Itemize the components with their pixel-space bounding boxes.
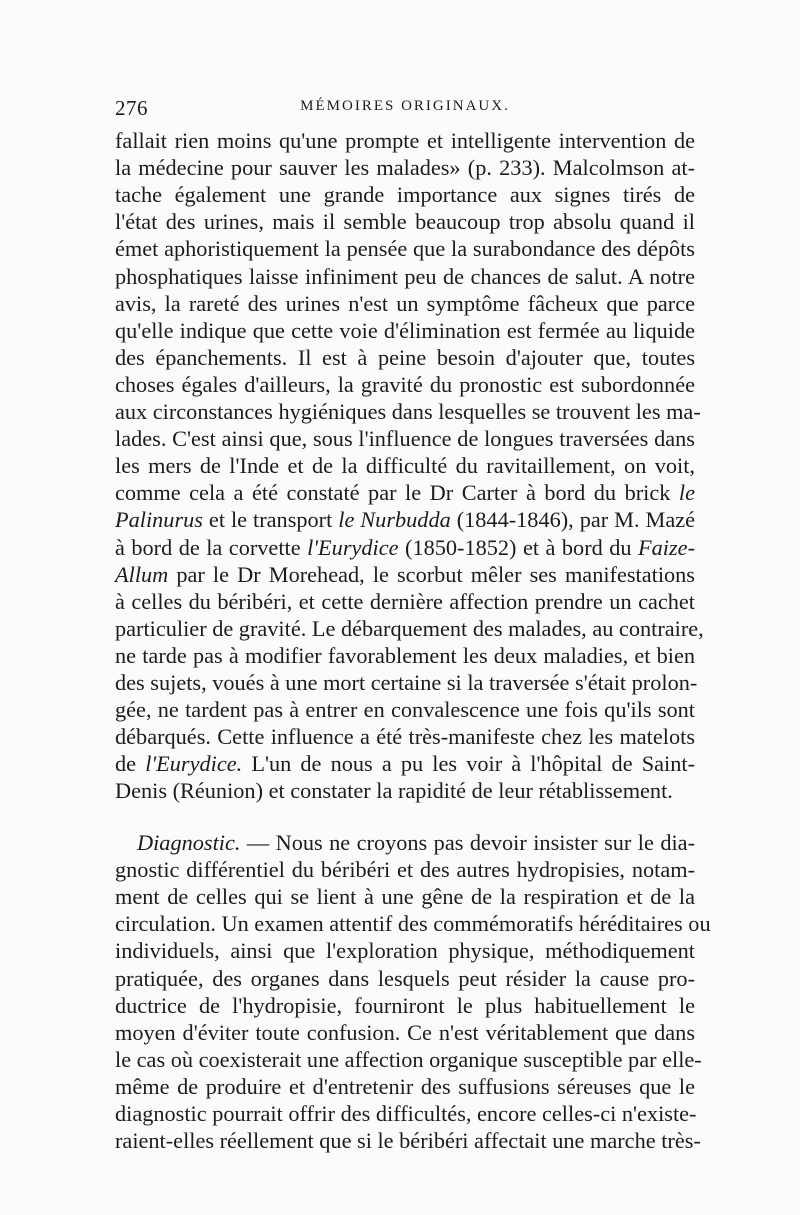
text-segment: particulier de gravité. Le débarquement des malades, au contraire,	[115, 615, 704, 641]
text-segment: débarqués. Cette influence a été très-manifeste chez les matelots	[115, 724, 695, 750]
text-line	[115, 856, 695, 883]
text-segment: de	[115, 751, 146, 777]
text-segment: circulation. Un examen attentif des commémoratifs héréditaires ou	[115, 911, 711, 937]
text-line	[115, 290, 695, 317]
text-segment: phosphatiques laisse infiniment peu de chances de salut. A notre	[115, 263, 695, 289]
text-segment: par le Dr Morehead, le scorbut mêler ses manifestations	[168, 561, 695, 587]
text-segment: choses égales d'ailleurs, la gravité du pronostic est subordonnée	[115, 371, 695, 397]
text-segment: (1850-1852) et à bord du	[398, 534, 639, 560]
text-line	[115, 883, 695, 910]
text-segment: émet aphoristiquement la pensée que la surabondance des dépôts	[115, 236, 695, 262]
text-segment: et le transport	[202, 507, 339, 533]
text-line	[115, 235, 695, 262]
text-line	[115, 181, 695, 208]
text-line	[115, 723, 695, 750]
text-line	[115, 344, 695, 371]
text-segment: la médecine pour sauver les malades» (p. 233). Malcolmson at-	[115, 155, 695, 181]
text-line	[115, 642, 695, 669]
text-segment: des sujets, voués à une mort certaine si la traversée s'était prolon-	[115, 670, 698, 695]
page-header	[115, 96, 695, 126]
text-line	[115, 1100, 695, 1127]
text-segment: diagnostic pourrait offrir des difficultés, encore celles-ci n'existe-	[115, 1101, 697, 1126]
text-segment: individuels, ainsi que l'exploration physique, méthodiquement	[115, 938, 695, 964]
italic-text: Faize-	[638, 534, 695, 560]
text-line	[115, 452, 695, 479]
text-segment: à celles du béribéri, et cette dernière affection prendre un cachet	[115, 588, 695, 614]
text-line	[115, 398, 701, 425]
running-title: MÉMOIRES ORIGINAUX.	[300, 98, 510, 114]
text-line	[115, 615, 704, 642]
text-segment: Denis (Réunion) et constater la rapidité de leur rétablissement.	[115, 778, 673, 804]
text-segment: avis, la rareté des urines n'est un symptôme fâcheux que parce	[115, 290, 695, 316]
text-line	[115, 750, 695, 777]
text-line	[115, 965, 695, 992]
text-line	[115, 1127, 701, 1154]
text-segment: — Nous ne croyons pas devoir insister sur le dia-	[240, 830, 695, 855]
text-line	[115, 317, 695, 344]
text-line	[115, 561, 695, 588]
text-line	[115, 588, 695, 615]
italic-text: Palinurus	[115, 507, 203, 533]
text-segment: ne tarde pas à modifier favorablement les deux maladies, et bien	[115, 642, 695, 668]
text-line	[115, 1019, 695, 1046]
text-segment: moyen d'éviter toute confusion. Ce n'est véritablement que dans	[115, 1019, 695, 1045]
text-line	[115, 506, 695, 533]
text-segment: L'un de nous a pu les voir à l'hôpital de Saint-	[242, 751, 695, 777]
text-segment: lades. C'est ainsi que, sous l'influence de longues traversées dans	[115, 426, 695, 452]
text-segment: fallait rien moins qu'une prompte et intelligente intervention de	[115, 128, 695, 153]
text-line	[115, 371, 695, 398]
text-line	[115, 937, 695, 964]
text-line	[115, 534, 695, 561]
text-segment: qu'elle indique que cette voie d'élimination est fermée au liquide	[115, 317, 695, 343]
text-line	[115, 910, 711, 937]
text-segment: gnostic différentiel du béribéri et des autres hydropisies, notam-	[115, 857, 695, 883]
text-segment: les mers de l'Inde et de la difficulté du ravitaillement, on voit,	[115, 453, 695, 479]
text-segment: ductrice de l'hydropisie, fourniront le plus habituellement le	[115, 992, 695, 1018]
text-segment: gée, ne tardent pas à entrer en convalescence une fois qu'ils sont	[115, 697, 695, 723]
page-number: 276	[115, 96, 148, 120]
text-line	[115, 127, 695, 154]
text-line	[115, 829, 695, 856]
text-segment: des épanchements. Il est à peine besoin d'ajouter que, toutes	[115, 344, 695, 370]
italic-text: Diagnostic.	[137, 830, 241, 855]
text-line	[115, 669, 698, 696]
text-segment: pratiquée, des organes dans lesquels peut résider la cause pro-	[115, 965, 695, 991]
text-line	[115, 1046, 702, 1073]
text-segment: (1844-1846), par M. Mazé	[450, 507, 696, 533]
text-segment: comme cela a été constaté par le Dr Carter à bord du brick	[115, 480, 679, 506]
text-segment: même de produire et d'entretenir des suffusions séreuses que le	[115, 1073, 695, 1099]
text-line	[115, 479, 695, 506]
text-segment: le cas où coexisterait une affection organique susceptible par elle-	[115, 1046, 702, 1072]
text-segment: à bord de la corvette	[115, 534, 308, 560]
text-line	[115, 425, 695, 452]
text-segment: tache également une grande importance aux signes tirés de	[115, 182, 695, 208]
italic-text: le Nurbudda	[338, 507, 451, 533]
text-segment: ment de celles qui se lient à une gêne de la respiration et de la	[115, 884, 695, 910]
text-line	[115, 154, 695, 181]
text-segment: aux circonstances hygiéniques dans lesquelles se trouvent les ma-	[115, 399, 701, 424]
italic-text: l'Eurydice.	[145, 751, 243, 777]
text-line	[115, 992, 695, 1019]
text-line	[115, 263, 695, 290]
text-segment: l'état des urines, mais il semble beaucoup trop absolu quand il	[115, 209, 695, 235]
italic-text: l'Eurydice	[307, 534, 399, 560]
text-line	[115, 777, 695, 804]
italic-text: le	[678, 480, 695, 506]
text-line	[115, 208, 695, 235]
text-line	[115, 1073, 695, 1100]
text-line	[115, 696, 695, 723]
text-segment: raient-elles réellement que si le béribéri affectait une marche très-	[115, 1128, 701, 1154]
italic-text: Allum	[115, 561, 169, 587]
